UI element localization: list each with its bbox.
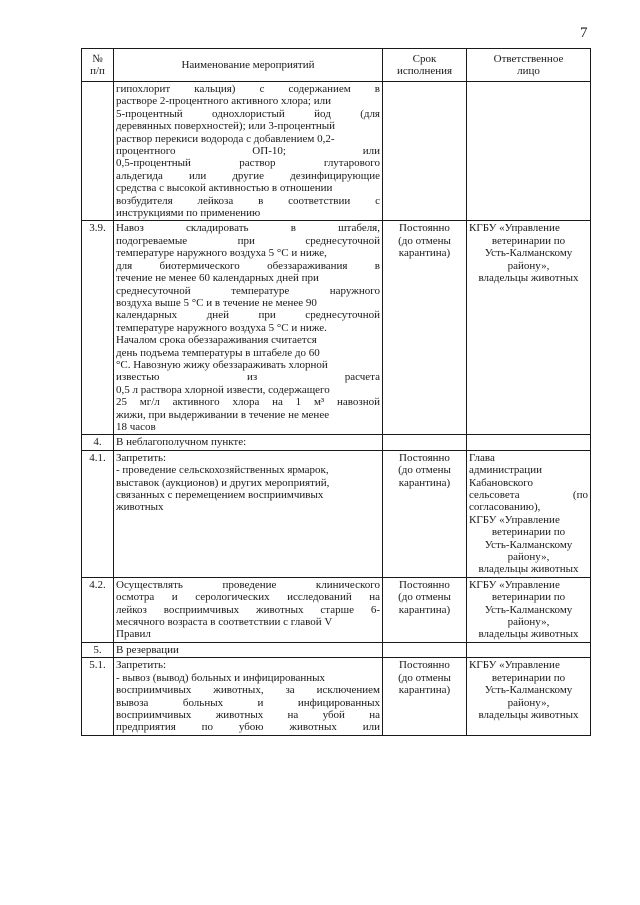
row-number: 5. [82,642,114,657]
row-deadline [383,221,467,435]
deadline-line: карантина) [398,247,451,260]
text-line: предприятия по убою животных или [116,721,380,734]
table-row [82,577,591,642]
section-heading: В резервации [116,643,179,656]
section-heading: В неблагополучном пункте: [116,436,247,449]
responsible-line: ветеринарии по [491,671,566,684]
table-row [82,450,591,577]
row-responsible [467,450,591,577]
text-line: животных [116,501,164,514]
header-deadline-line: Срок [412,52,437,65]
header-responsible-line: Ответственное [493,52,564,65]
row-deadline [383,435,467,450]
responsible-line: владельцы животных [478,708,579,721]
row-responsible [467,658,591,735]
page-number: 7 [580,25,588,41]
text-line: течение не менее 60 календарных дней при [116,272,319,285]
text-line: выставок (аукционов) и других мероприятий, [116,476,330,489]
text-line: месячного возраста в соответствии с главой V [116,616,333,629]
row-deadline [383,577,467,642]
header-name-line: Наименование мероприятий [181,58,315,71]
row-number: 4.2. [82,577,114,642]
text-line: гипохлорит кальция) с содержанием в [116,83,380,95]
text-line: возбудителя лейкоза в соответствии с [116,194,380,207]
row-deadline [383,642,467,657]
text-line: Началом срока обеззараживания считается [116,334,317,347]
measures-table [81,48,591,736]
row-number: 3.9. [82,221,114,435]
text-line: Правил [116,628,151,641]
text-line: °С. Навозную жижу обеззараживать хлорной [116,358,328,371]
deadline-line: Постоянно [399,222,450,235]
responsible-line: Кабановского [469,476,533,489]
row-text [114,221,383,435]
row-text [114,435,383,450]
row-text [114,450,383,577]
responsible-line: району», [507,551,550,564]
row-text [114,82,383,221]
responsible-line: Усть-Калманскому [484,603,573,616]
text-line: Осуществлять проведение клинического [116,578,380,591]
text-line: осмотра и серологических исследований на [116,591,380,604]
header-responsible-line: лицо [517,65,540,77]
text-line: жижи, при выдерживании в течение не менее [116,408,330,421]
table-row [82,221,591,435]
deadline-line: (до отмены [398,464,451,477]
table-row [82,658,591,735]
text-line: календарных дней при среднесуточной [116,309,380,322]
header-deadline-line: исполнения [396,65,453,77]
text-line: альдегида или другие дезинфицирующие [116,169,380,182]
responsible-line: владельцы животных [478,272,579,285]
text-line: инструкциями по применению [116,207,261,220]
text-line: воздуха выше 5 °С и в течение не менее 90 [116,296,317,309]
text-line: 25 мг/л активного хлора на 1 м³ навозной [116,396,380,409]
table-row [82,82,591,221]
row-number: 4.1. [82,450,114,577]
responsible-line: КГБУ «Управление [469,659,560,672]
text-line: раствор перекиси водорода с добавлением 0,2- [116,132,335,145]
text-line: температуре наружного воздуха 5 °С и ниже, [116,247,327,260]
header-deadline [383,49,467,82]
header-number [82,49,114,82]
deadline-line: карантина) [398,684,451,697]
responsible-line: Усть-Калманскому [484,538,573,551]
responsible-line: КГБУ «Управление [469,222,560,235]
text-line: лейкоз восприимчивых животных старше 6- [116,603,380,616]
table-header-row [82,49,591,82]
header-name [114,49,383,82]
text-line: растворе 2-процентного активного хлора; или [116,95,331,108]
row-number: 5.1. [82,658,114,735]
header-number-line: № [92,52,103,65]
text-line: известью из расчета [116,371,380,384]
responsible-line: сельсовета (по [469,489,588,501]
responsible-line: ветеринарии по [491,591,566,604]
text-line: 0,5-процентный раствор глутарового [116,157,380,170]
text-line: Навоз складировать в штабеля, [116,222,380,235]
responsible-line: Глава [469,451,495,464]
deadline-line: карантина) [398,603,451,616]
deadline-line: Постоянно [399,659,450,672]
header-responsible [467,49,591,82]
responsible-line: согласованию), [469,501,541,514]
responsible-line: владельцы животных [478,563,579,576]
responsible-line: ветеринарии по [491,234,566,247]
deadline-line: Постоянно [399,578,450,591]
responsible-line: району», [507,259,550,272]
row-responsible [467,435,591,450]
row-responsible [467,642,591,657]
text-line: - проведение сельскохозяйственных ярмарок, [116,464,329,477]
row-number: 4. [82,435,114,450]
responsible-line: району», [507,616,550,629]
responsible-line: КГБУ «Управление [469,578,560,591]
text-line: для биотермического обеззараживания в [116,259,380,272]
text-line: температуре наружного воздуха 5 °С и ниже. [116,321,327,334]
header-number-line: п/п [90,65,105,77]
row-responsible [467,221,591,435]
text-line: деревянных поверхностей); или 3-процентный [116,120,336,133]
row-text [114,577,383,642]
deadline-line: Постоянно [399,451,450,464]
text-line: 18 часов [116,420,156,433]
text-line: средства с высокой активностью в отношении [116,182,333,195]
text-line: 0,5 л раствора хлорной извести, содержащего [116,383,330,396]
text-line: Запретить: [116,451,167,464]
row-deadline [383,658,467,735]
responsible-line: Усть-Калманскому [484,684,573,697]
text-line: связанных с перемещением восприимчивых [116,489,324,501]
table-row [82,642,591,657]
text-line: среднесуточной температуре наружного [116,284,380,297]
deadline-line: (до отмены [398,591,451,604]
row-responsible [467,577,591,642]
responsible-line: ветеринарии по [491,526,566,539]
row-deadline [383,82,467,221]
responsible-line: администрации [469,464,542,477]
responsible-line: владельцы животных [478,628,579,641]
text-line: процентного ОП-10; или [116,145,380,158]
deadline-line: (до отмены [398,234,451,247]
row-responsible [467,82,591,221]
text-line: восприимчивых животных, за исключением [116,684,380,697]
row-number [82,82,114,221]
text-line: день подъема температуры в штабеле до 60 [116,346,320,359]
text-line: - вывоз (вывод) больных и инфицированных [116,671,326,684]
responsible-line: району», [507,696,550,709]
text-line: восприимчивых животных на убой на [116,708,380,721]
row-text [114,642,383,657]
text-line: вывоза больных и инфицированных [116,696,380,709]
row-deadline [383,450,467,577]
deadline-line: (до отмены [398,671,451,684]
responsible-line: Усть-Калманскому [484,247,573,260]
table-row [82,435,591,450]
row-text [114,658,383,735]
text-line: Запретить: [116,659,167,672]
text-line: 5-процентный однохлористый йод (для [116,107,380,120]
responsible-line: КГБУ «Управление [469,513,560,526]
deadline-line: карантина) [398,476,451,489]
text-line: подогреваемые при среднесуточной [116,234,380,247]
